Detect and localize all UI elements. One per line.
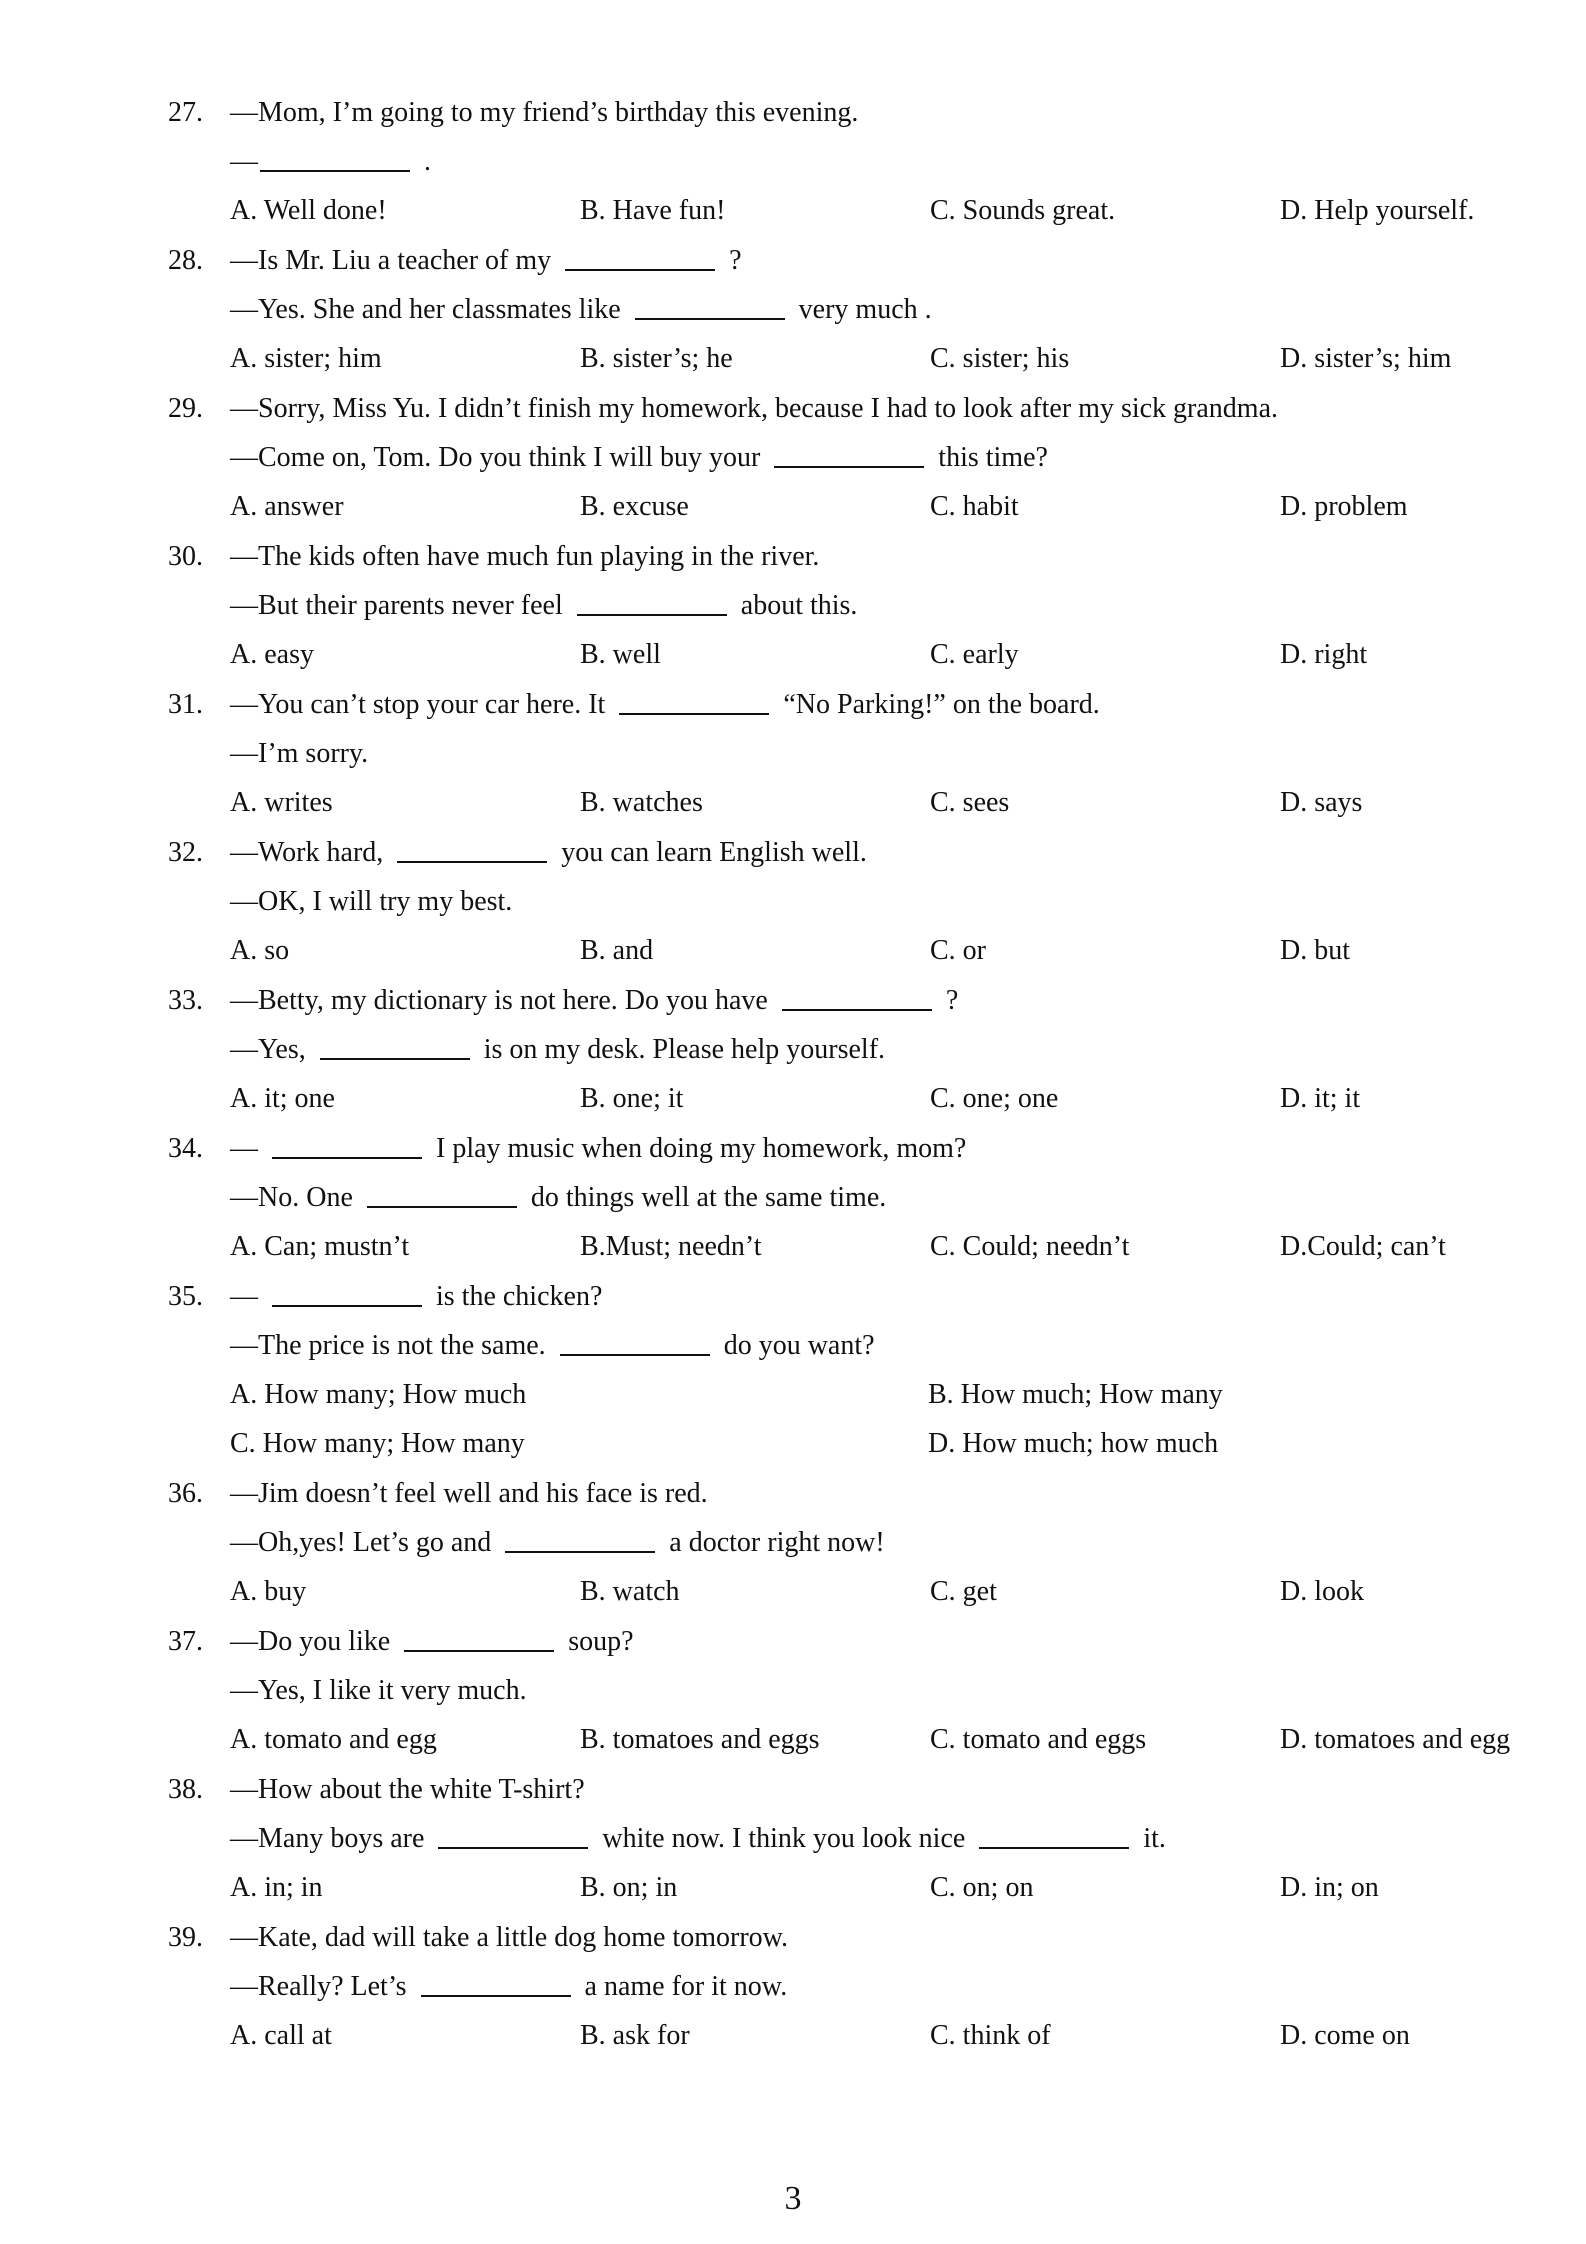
answer-blank[interactable]: [272, 1305, 422, 1307]
question-line: [168, 1765, 1528, 1814]
options-row: [168, 334, 1528, 383]
option-a[interactable]: A. in; in: [230, 1872, 323, 1903]
option-b[interactable]: B. well: [580, 639, 661, 670]
question-text: —Come on, Tom. Do you think I will buy your this time?: [230, 442, 1048, 473]
answer-blank[interactable]: [397, 861, 547, 863]
answer-blank[interactable]: [367, 1206, 517, 1208]
question-33: [168, 976, 1528, 1123]
option-b[interactable]: B. watch: [580, 1576, 680, 1607]
answer-blank[interactable]: [260, 170, 410, 172]
option-a[interactable]: A. so: [230, 935, 290, 966]
question-text: —Jim doesn’t feel well and his face is red.: [230, 1478, 708, 1509]
option-a[interactable]: A. sister; him: [230, 343, 382, 374]
option-c[interactable]: C. sister; his: [930, 343, 1070, 374]
question-line: [168, 877, 1528, 926]
question-number: 33.: [168, 985, 203, 1016]
options-row: [168, 1370, 1528, 1419]
page-number: 3: [784, 2180, 802, 2217]
question-text: —OK, I will try my best.: [230, 886, 513, 917]
options-row: [168, 482, 1528, 531]
question-line: [168, 828, 1528, 877]
option-b[interactable]: B. tomatoes and eggs: [580, 1724, 820, 1755]
question-line: [168, 1272, 1528, 1321]
answer-blank[interactable]: [404, 1650, 554, 1652]
option-d[interactable]: D. but: [1280, 935, 1350, 966]
option-a[interactable]: A. easy: [230, 639, 314, 670]
options-row: [168, 1419, 1528, 1468]
answer-blank[interactable]: [438, 1847, 588, 1849]
option-d[interactable]: D. sister’s; him: [1280, 343, 1452, 374]
options-row: [168, 1074, 1528, 1123]
question-line: [168, 1666, 1528, 1715]
option-c[interactable]: C. on; on: [930, 1872, 1034, 1903]
question-line: [168, 1814, 1528, 1863]
option-d[interactable]: D.Could; can’t: [1280, 1231, 1446, 1262]
option-d[interactable]: D. look: [1280, 1576, 1364, 1607]
options-row: [168, 630, 1528, 679]
question-29: [168, 384, 1528, 531]
question-text: —Really? Let’s a name for it now.: [230, 1971, 788, 2002]
option-b[interactable]: B. on; in: [580, 1872, 678, 1903]
question-number: 38.: [168, 1774, 203, 1805]
option-c[interactable]: C. one; one: [930, 1083, 1059, 1114]
answer-blank[interactable]: [505, 1551, 655, 1553]
option-a[interactable]: A. answer: [230, 491, 344, 522]
option-d[interactable]: D. says: [1280, 787, 1363, 818]
option-c[interactable]: C. think of: [930, 2020, 1051, 2051]
answer-blank[interactable]: [320, 1058, 470, 1060]
option-d[interactable]: D. it; it: [1280, 1083, 1361, 1114]
question-text: —Yes. She and her classmates like very much .: [230, 294, 932, 325]
question-line: [168, 1321, 1528, 1370]
question-number: 27.: [168, 97, 203, 128]
question-line: [168, 88, 1528, 137]
option-d[interactable]: D. problem: [1280, 491, 1408, 522]
question-number: 30.: [168, 541, 203, 572]
options-row: [168, 1715, 1528, 1764]
question-line: [168, 433, 1528, 482]
option-c[interactable]: C. tomato and eggs: [930, 1724, 1147, 1755]
question-number: 35.: [168, 1281, 203, 1312]
question-text: —Yes, is on my desk. Please help yourself.: [230, 1034, 886, 1065]
answer-blank[interactable]: [272, 1157, 422, 1159]
question-text: —You can’t stop your car here. It “No Parking!” on the board.: [230, 689, 1100, 720]
question-27: [168, 88, 1528, 235]
question-line: [168, 384, 1528, 433]
question-line: [168, 1962, 1528, 2011]
question-39: [168, 1913, 1528, 2060]
option-a[interactable]: A. tomato and egg: [230, 1724, 437, 1755]
question-line: [168, 285, 1528, 334]
option-c[interactable]: C. habit: [930, 491, 1019, 522]
question-line: [168, 1173, 1528, 1222]
question-text: — .: [230, 146, 431, 177]
options-row: [168, 926, 1528, 975]
option-a[interactable]: A. Well done!: [230, 195, 387, 226]
question-31: [168, 680, 1528, 827]
option-b[interactable]: B. sister’s; he: [580, 343, 733, 374]
option-b[interactable]: B. Have fun!: [580, 195, 726, 226]
answer-blank[interactable]: [565, 269, 715, 271]
option-a[interactable]: A. call at: [230, 2020, 332, 2051]
answer-blank[interactable]: [635, 318, 785, 320]
option-b[interactable]: B. How much; How many: [928, 1379, 1223, 1410]
question-text: —Sorry, Miss Yu. I didn’t finish my homework, because I had to look after my sick grandma.: [230, 393, 1279, 424]
option-b[interactable]: B. ask for: [580, 2020, 690, 2051]
answer-blank[interactable]: [421, 1995, 571, 1997]
option-d[interactable]: D. right: [1280, 639, 1368, 670]
answer-blank[interactable]: [619, 713, 769, 715]
question-text: —The kids often have much fun playing in the river.: [230, 541, 820, 572]
option-c[interactable]: C. How many; How many: [230, 1428, 525, 1459]
option-a[interactable]: A. writes: [230, 787, 333, 818]
option-d[interactable]: D. Help yourself.: [1280, 195, 1475, 226]
question-36: [168, 1469, 1528, 1616]
question-text: —Betty, my dictionary is not here. Do you have ?: [230, 985, 959, 1016]
question-text: —Work hard, you can learn English well.: [230, 837, 867, 868]
question-34: [168, 1124, 1528, 1271]
option-b[interactable]: B. one; it: [580, 1083, 684, 1114]
question-number: 37.: [168, 1626, 203, 1657]
options-row: [168, 186, 1528, 235]
question-line: [168, 532, 1528, 581]
option-c[interactable]: C. or: [930, 935, 986, 966]
question-text: —Is Mr. Liu a teacher of my ?: [230, 245, 742, 276]
question-text: — is the chicken?: [230, 1281, 603, 1312]
option-a[interactable]: A. it; one: [230, 1083, 335, 1114]
option-d[interactable]: D. come on: [1280, 2020, 1410, 2051]
question-text: —Oh,yes! Let’s go and a doctor right now!: [230, 1527, 885, 1558]
question-text: —The price is not the same. do you want?: [230, 1330, 875, 1361]
option-c[interactable]: C. early: [930, 639, 1019, 670]
option-c[interactable]: C. Sounds great.: [930, 195, 1116, 226]
question-number: 32.: [168, 837, 203, 868]
question-line: [168, 680, 1528, 729]
question-text: —Yes, I like it very much.: [230, 1675, 527, 1706]
question-35: [168, 1272, 1528, 1468]
option-d[interactable]: D. in; on: [1280, 1872, 1379, 1903]
option-b[interactable]: B. and: [580, 935, 654, 966]
options-row: [168, 1222, 1528, 1271]
answer-blank[interactable]: [774, 466, 924, 468]
answer-blank[interactable]: [577, 614, 727, 616]
question-line: [168, 1518, 1528, 1567]
question-line: [168, 1124, 1528, 1173]
answer-blank[interactable]: [782, 1009, 932, 1011]
question-text: —How about the white T-shirt?: [230, 1774, 585, 1805]
question-text: —I’m sorry.: [230, 738, 369, 769]
option-a[interactable]: A. How many; How much: [230, 1379, 527, 1410]
question-38: [168, 1765, 1528, 1912]
question-text: — I play music when doing my homework, mom?: [230, 1133, 967, 1164]
question-text: —Many boys are white now. I think you look nice it.: [230, 1823, 1166, 1854]
option-a[interactable]: A. buy: [230, 1576, 307, 1607]
option-c[interactable]: C. Could; needn’t: [930, 1231, 1130, 1262]
options-row: [168, 778, 1528, 827]
question-number: 31.: [168, 689, 203, 720]
question-line: [168, 581, 1528, 630]
option-d[interactable]: D. How much; how much: [928, 1428, 1219, 1459]
question-32: [168, 828, 1528, 975]
options-row: [168, 2011, 1528, 2060]
question-line: [168, 1025, 1528, 1074]
option-b[interactable]: B. excuse: [580, 491, 689, 522]
answer-blank[interactable]: [560, 1354, 710, 1356]
question-line: [168, 729, 1528, 778]
question-28: [168, 236, 1528, 383]
question-text: —Do you like soup?: [230, 1626, 634, 1657]
question-number: 28.: [168, 245, 203, 276]
question-line: [168, 1617, 1528, 1666]
question-number: 39.: [168, 1922, 203, 1953]
question-text: —But their parents never feel about this.: [230, 590, 858, 621]
question-text: —Kate, dad will take a little dog home tomorrow.: [230, 1922, 789, 1953]
question-line: [168, 1469, 1528, 1518]
question-number: 34.: [168, 1133, 203, 1164]
question-text: —Mom, I’m going to my friend’s birthday this evening.: [230, 97, 859, 128]
option-c[interactable]: C. get: [930, 1576, 997, 1607]
option-c[interactable]: C. sees: [930, 787, 1010, 818]
question-line: [168, 236, 1528, 285]
question-30: [168, 532, 1528, 679]
question-line: [168, 1913, 1528, 1962]
question-text: —No. One do things well at the same time.: [230, 1182, 887, 1213]
option-b[interactable]: B.Must; needn’t: [580, 1231, 762, 1262]
question-number: 29.: [168, 393, 203, 424]
options-row: [168, 1567, 1528, 1616]
options-row: [168, 1863, 1528, 1912]
option-a[interactable]: A. Can; mustn’t: [230, 1231, 410, 1262]
option-b[interactable]: B. watches: [580, 787, 703, 818]
answer-blank[interactable]: [979, 1847, 1129, 1849]
question-line: [168, 137, 1528, 186]
question-line: [168, 976, 1528, 1025]
question-37: [168, 1617, 1528, 1764]
question-number: 36.: [168, 1478, 203, 1509]
option-d[interactable]: D. tomatoes and egg: [1280, 1724, 1511, 1755]
